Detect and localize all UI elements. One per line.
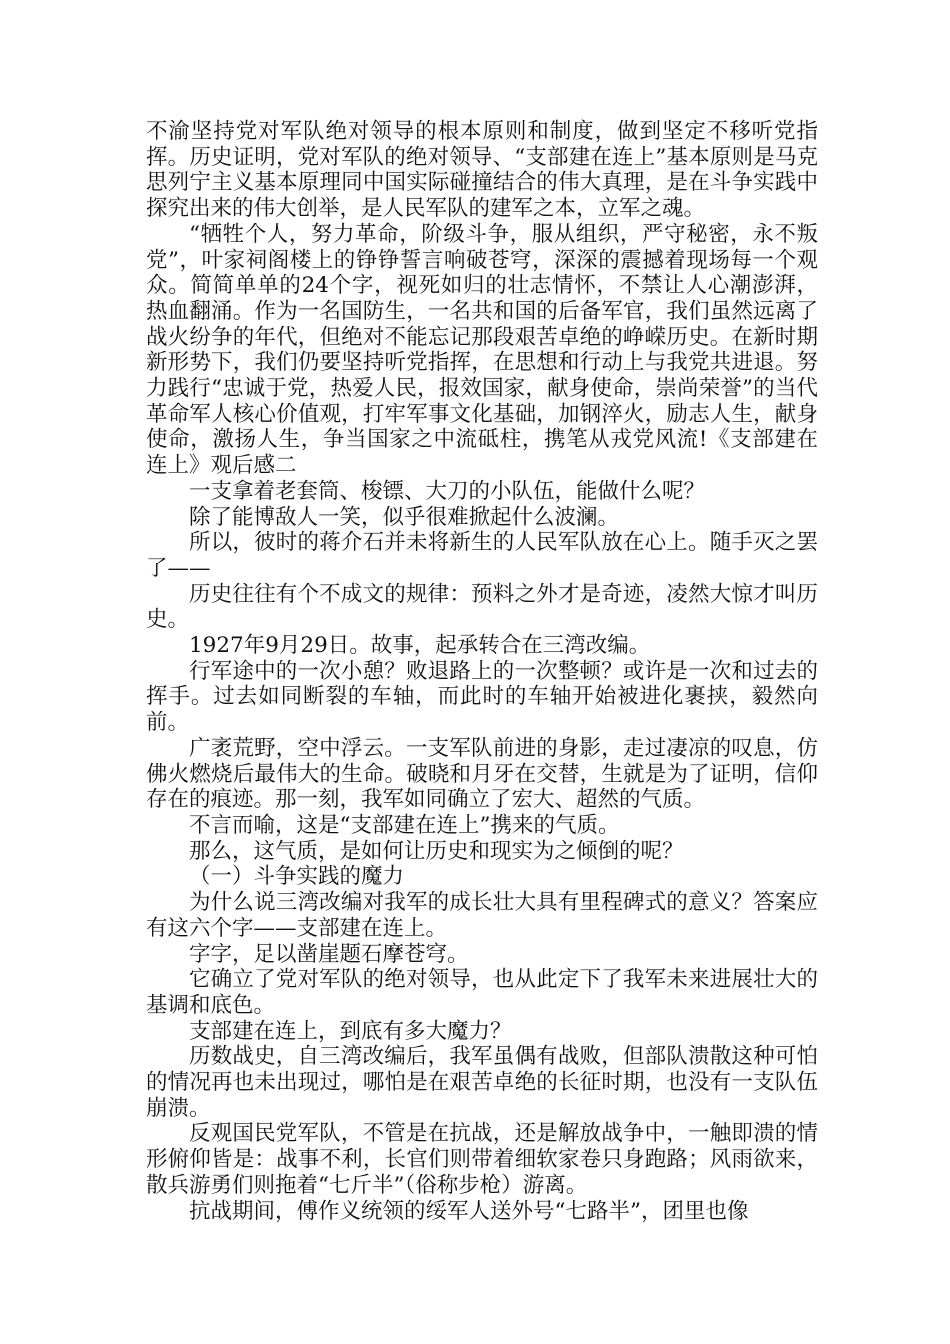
paragraph-7: 1927年9月29日。故事，起承转合在三湾改编。 [189,633,651,659]
paragraph-10: 不言而喻，这是“支部建在连上”携来的气质。 [189,812,620,838]
paragraph-15: 它确立了党对军队的绝对领导，也从此定下了我军未来进展壮大的基调和底色。 [146,967,818,1018]
paragraph-14: 字字，足以凿崖题石摩苍穹。 [189,941,469,967]
paragraph-9: 广袤荒野，空中浮云。一支军队前进的身影，走过凄凉的叹息，仿佛火燃烧后最伟大的生命。破晓和月牙在交替，生就是为了证明，信仰存在的痕迹。那一刻，我军如同确立了宏大、超然的气质。 [146,735,818,813]
paragraph-17: 历数战史，自三湾改编后，我军虽偶有战败，但部队溃散这种可怕的情况再也未出现过，哪怕是在艰苦卓绝的长征时期，也没有一支队伍崩溃。 [146,1044,818,1121]
paragraph-3: 一支拿着老套筒、梭镖、大刀的小队伍，能做什么呢？ [189,478,706,504]
section-heading: （一）斗争实践的魔力 [189,864,405,890]
paragraph-16: 支部建在连上，到底有多大魔力？ [189,1018,512,1044]
paragraph-11: 那么，这气质，是如何让历史和现实为之倾倒的呢？ [189,838,684,864]
paragraph-5: 所以，彼时的蒋介石并未将新生的人民军队放在心上。随手灭之罢了—— [146,530,818,581]
paragraph-1: 不渝坚持党对军队绝对领导的根本原则和制度，做到坚定不移听党指挥。历史证明，党对军队的绝对领导、“支部建在连上”基本原则是马克思列宁主义基本原理同中国实际碰撞结合的伟大真理，是在斗争实践中探究出来的伟大创举，是人民军队的建军之本，立军之魂。 [146,119,818,222]
paragraph-4: 除了能博敌人一笑，似乎很难掀起什么波澜。 [189,504,620,530]
paragraph-2: “牺牲个人，努力革命，阶级斗争，服从组织，严守秘密，永不叛党”，叶家祠阁楼上的铮铮誓言响破苍穹，深深的震撼着现场每一个观众。简简单单的24个字，视死如归的壮志情怀，不禁让人心潮澎湃，热血翻涌。作为一名国防生，一名共和国的后备军官，我们虽然远离了战火纷争的年代，但绝对不能忘记那段艰苦卓绝的峥嵘历史。在新时期新形势下，我们仍要坚持听党指挥，在思想和行动上与我党共进退。努力践行“忠诚于党，热爱人民，报效国家，献身使命，崇尚荣誉”的当代革命军人核心价值观，打牢军事文化基础，加钢淬火，励志人生，献身使命，激扬人生，争当国家之中流砥柱，携笔从戎党风流!《支部建在连上》观后感二 [146,221,818,479]
paragraph-8: 行军途中的一次小憩？败退路上的一次整顿？或许是一次和过去的挥手。过去如同断裂的车轴，而此时的车轴开始被进化裹挟，毅然向前。 [146,658,818,736]
paragraph-6: 历史往往有个不成文的规律：预料之外才是奇迹，凌然大惊才叫历史。 [146,581,818,633]
paragraph-13: 为什么说三湾改编对我军的成长壮大具有里程碑式的意义？答案应有这六个字——支部建在连上。 [146,890,818,941]
paragraph-19: 抗战期间，傅作义统领的绥军人送外号“七路半”，团里也像 [189,1198,749,1224]
document-body [146,119,818,1224]
paragraph-18: 反观国民党军队，不管是在抗战，还是解放战争中，一触即溃的情形俯仰皆是：战事不利，长官们则带着细软家卷只身跑路；风雨欲来，散兵游勇们则拖着“七斤半”（俗称步枪）游离。 [146,1121,818,1198]
